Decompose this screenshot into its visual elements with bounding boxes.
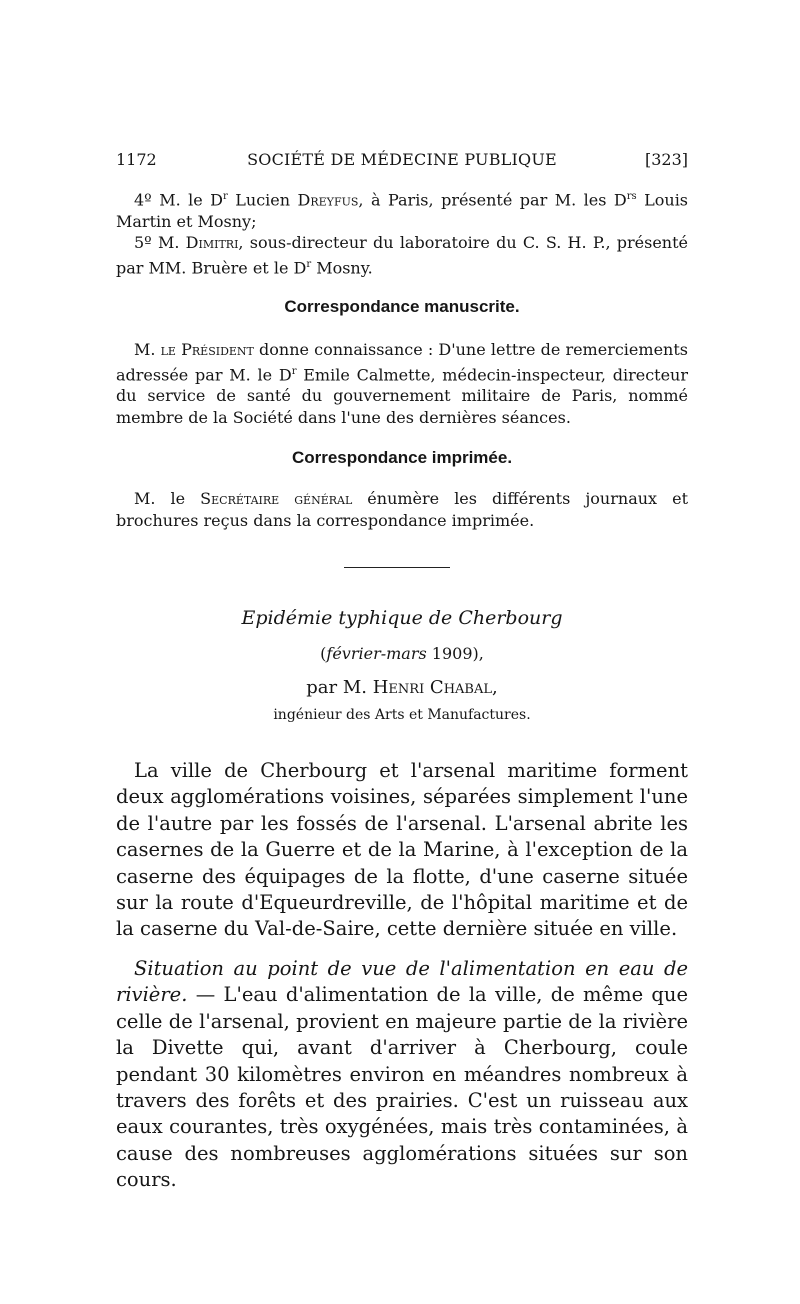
body-paragraph-1: La ville de Cherbourg et l'arsenal maritime forment deux agglomérations voisines, séparées simplement l'une de l'autre par les fossés de l'arsenal. L'arsenal abrite les casernes de la Guerre et de la Marine, à l'exception de la caserne des équipages de la flotte, d'une caserne située sur la route d'Equeurdreville, de l'hôpital maritime et de la caserne du Val-de-Saire, cette dernière située en ville. <box>116 759 688 941</box>
article-date: (février-mars 1909), <box>320 644 484 663</box>
member-item: 4º M. le $D^r$ Lucien Dreyfus, à Paris, présenté par M. les $D^{rs}$ Louis Martin et Mosny; <box>116 190 689 231</box>
section-title-imprimee: Correspondance imprimée. <box>291 448 513 467</box>
bracket-page-number: [323] <box>644 150 688 169</box>
article-author: par M. Henri Chabal, <box>306 677 498 698</box>
page-number: 1172 <box>116 150 157 169</box>
section-divider <box>344 567 450 568</box>
article-title: Epidémie typhique de Cherbourg <box>241 607 563 629</box>
running-title: SOCIÉTÉ DE MÉDECINE PUBLIQUE <box>247 150 557 169</box>
body-paragraph-2: Situation au point de vue de l'alimentation en eau de rivière. — L'eau d'alimentation de la ville, de même que celle de l'arsenal, provient en majeure partie de la rivière la Divette qui, avant d'arriver à Cherbourg, coule pendant 30 kilomètres environ en méandres nombreux à travers des forêts et des prairies. C'est un ruisseau aux eaux courantes, très oxygénées, mais très contaminées, à cause des nombreuses agglomérations situées sur son cours. <box>116 957 688 1192</box>
imprimee-paragraph: M. le Secrétaire général énumère les différents journaux et brochures reçus dans la correspondance imprimée. <box>116 489 688 530</box>
member-item: 5º M. Dimitri, sous-directeur du laboratoire du C. S. H. P., présenté par MM. Bruère et le $D^r$ Mosny. <box>116 233 689 278</box>
new-members-list <box>116 186 688 279</box>
section-title-manuscrite: Correspondance manuscrite. <box>284 297 520 316</box>
article-affiliation: ingénieur des Arts et Manufactures. <box>273 707 531 723</box>
manuscrite-paragraph: M. le Président donne connaissance : D'une lettre de remerciements adressée par M. le $D^r$ Emile Calmette, médecin-inspecteur, directeur du service de santé du gouvernement militaire de Paris, nommé membre de la Société dans l'une des dernières séances. <box>116 340 688 427</box>
running-header <box>116 150 688 174</box>
